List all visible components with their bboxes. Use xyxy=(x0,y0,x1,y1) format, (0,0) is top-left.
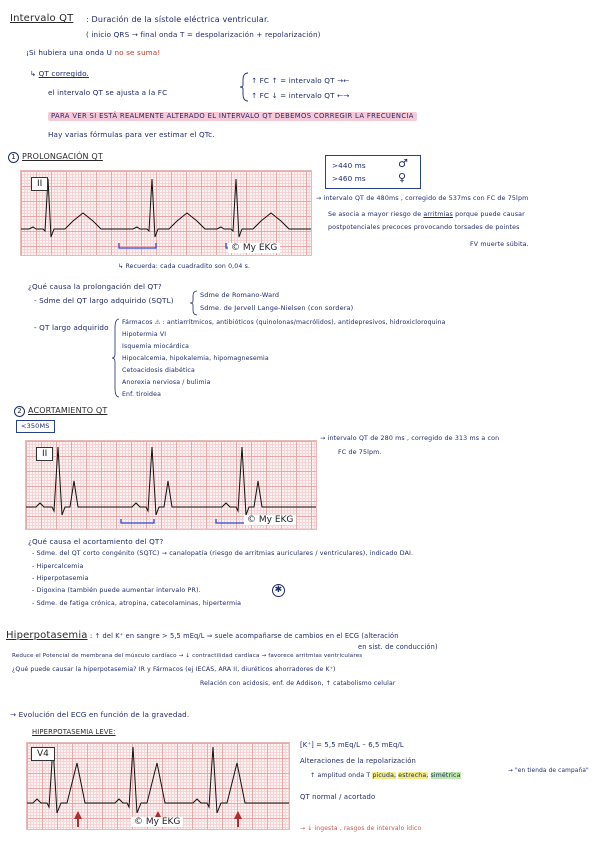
page-title: Intervalo QT xyxy=(10,13,74,24)
qtc-formulas: Hay varias fórmulas para ver estimar el QTc. xyxy=(48,130,215,139)
hyperkalemia-line-1b: en sist. de conducción) xyxy=(358,643,438,651)
hyperkalemia-title: Hiperpotasemia xyxy=(6,630,88,641)
prolongation-heading: 1 PROLONGACIÓN QT xyxy=(8,152,103,163)
prolongation-question: ¿Qué causa la prolongación del QT? xyxy=(28,282,162,291)
qt-range: ( inicio QRS → final onda T = despolarización + repolarización) xyxy=(86,30,321,39)
brace-icon xyxy=(190,290,198,316)
lead-label: II xyxy=(31,177,48,191)
acquired-item-7: Enf. tiroidea xyxy=(122,391,162,398)
congenital-item-1: Sdme de Romano-Ward xyxy=(200,291,280,299)
watermark: © My EKG xyxy=(228,243,280,253)
acquired-heading: - QT largo adquirido xyxy=(34,323,109,332)
t-wave-note: ↑ amplitud onda T picuda, estrecha, simétrica xyxy=(310,772,461,779)
shortened-note-1: → intervalo QT de 280 ms , corregido de 313 ms a con xyxy=(320,435,500,442)
watermark: © My EKG xyxy=(244,515,296,525)
qt-corrected-text: el intervalo QT se ajusta a la FC xyxy=(48,88,168,97)
k-range: [K⁺] = 5,5 mEq/L – 6,5 mEq/L xyxy=(300,741,404,749)
brace-icon xyxy=(240,72,250,102)
hyperkalemia-line-3: ¿Qué puede causar la hiperpotasemia? IR y Fármacos (ej IECAS, ARA II, diuréticos ahorradores de K⁺) xyxy=(12,666,336,673)
acquired-item-2: Hipotermia VI xyxy=(122,331,167,338)
bottom-note: → ↓ ingesta , rasgos de intervalo ídico xyxy=(300,825,422,832)
shortening-cause-3: - Hiperpotasemia xyxy=(32,575,89,582)
watermark: © My EKG xyxy=(131,817,183,827)
shortening-question: ¿Qué causa el acortamiento del QT? xyxy=(28,537,164,546)
repolarization-note: Alteraciones de la repolarización xyxy=(300,757,416,765)
shortening-threshold: <350MS xyxy=(16,420,55,433)
ecg-evolution: → Evolución del ECG en función de la gravedad. xyxy=(10,710,190,719)
shortening-cause-4: - Digoxina (también puede aumentar intervalo PR). xyxy=(32,587,201,594)
ecg-strip-shortened xyxy=(25,440,317,530)
u-wave-warning: no se suma! xyxy=(114,48,161,57)
shortening-cause-5: - Sdme. de fatiga crónica, atropina, catecolaminas, hipertermia xyxy=(32,600,242,607)
arrow-up-icon xyxy=(234,811,242,827)
fc-up-rule: ↑ FC ↑ = intervalo QT →← xyxy=(251,76,350,85)
acquired-item-6: Anorexia nerviosa / bulimia xyxy=(122,379,211,386)
lead-label: II xyxy=(36,447,53,461)
ecg-caption: ↳ Recuerda: cada cuadradito son 0,04 s. xyxy=(118,263,251,270)
shortened-note-2: FC de 75lpm. xyxy=(338,449,382,456)
congenital-heading: - Sdme del QT largo adquirido (SQTL) xyxy=(34,296,174,305)
acquired-item-5: Cetoacidosis diabética xyxy=(122,367,195,374)
shortening-cause-2: - Hipercalcemia xyxy=(32,563,84,570)
qt-corrected-heading: ↳ QT corregido. xyxy=(30,69,89,78)
prolonged-note-2: Se asocia a mayor riesgo de arritmias porque puede causar xyxy=(328,211,525,218)
acquired-item-1: Fármacos ⚠ : antiarrítmicos, antibióticos (quinolonas/macrólidos), antidepresivos, hidroxicloroquina xyxy=(122,319,446,326)
shortening-heading: 2 ACORTAMIENTO QT xyxy=(14,406,107,417)
brace-icon xyxy=(112,318,120,398)
congenital-item-2: Sdme. de Jervell Lange-Nielsen (con sordera) xyxy=(200,304,354,312)
threshold-female: >460 ms xyxy=(332,174,366,183)
u-wave-note: ¡Si hubiera una onda U no se suma! xyxy=(26,48,161,57)
star-icon: ✱ xyxy=(272,584,285,597)
lead-label: V4 xyxy=(31,747,55,761)
hyperkalemia-line-4: Relación con acidosis, enf. de Addison, ↑ catabolismo celular xyxy=(200,680,396,687)
hyperkalemia-line-2: Reduce el Potencial de membrana del músculo cardíaco → ↓ contractilidad cardíaca → favorece arritmias ventriculares xyxy=(12,653,363,659)
qt-definition: : Duración de la sístole eléctrica ventricular. xyxy=(86,15,270,24)
qt-status: QT normal / acortado xyxy=(300,793,376,801)
mild-hyperkalemia-title: HIPERPOTASEMIA LEVE: xyxy=(32,728,116,736)
male-icon: ♂ xyxy=(398,157,409,170)
female-icon: ♀ xyxy=(398,171,407,184)
threshold-male: >440 ms xyxy=(332,161,366,170)
acquired-item-3: Isquemia miocárdica xyxy=(122,343,190,350)
arrow-up-icon xyxy=(74,811,82,827)
ecg-strip-hyperkalemia xyxy=(26,742,290,830)
fc-down-rule: ↑ FC ↓ = intervalo QT ←→ xyxy=(251,91,350,100)
tent-shape-note: → "en tienda de campaña" xyxy=(508,768,589,774)
acquired-item-4: Hipocalcemia, hipokalemia, hipomagnesemia xyxy=(122,355,269,362)
ecg-strip-prolonged xyxy=(20,170,312,256)
prolonged-note-3: postpotenciales precoces provocando torsades de pointes xyxy=(328,224,520,231)
shortening-cause-1: - Sdme. del QT corto congénito (SQTC) → canalopatía (riesgo de arritmias auriculares / ventriculares), indicado DAI. xyxy=(32,550,414,557)
prolonged-note-4: FV muerte súbita. xyxy=(470,241,529,248)
correction-highlight: PARA VER SI ESTÁ REALMENTE ALTERADO EL INTERVALO QT DEBEMOS CORREGIR LA FRECUENCIA xyxy=(48,112,417,121)
prolonged-note-1: → intervalo QT de 480ms , corregido de 537ms con FC de 75lpm xyxy=(316,195,529,202)
hyperkalemia-line-1: : ↑ del K⁺ en sangre > 5,5 mEq/L ⇒ suele acompañarse de cambios en el ECG (alteración xyxy=(90,632,399,640)
